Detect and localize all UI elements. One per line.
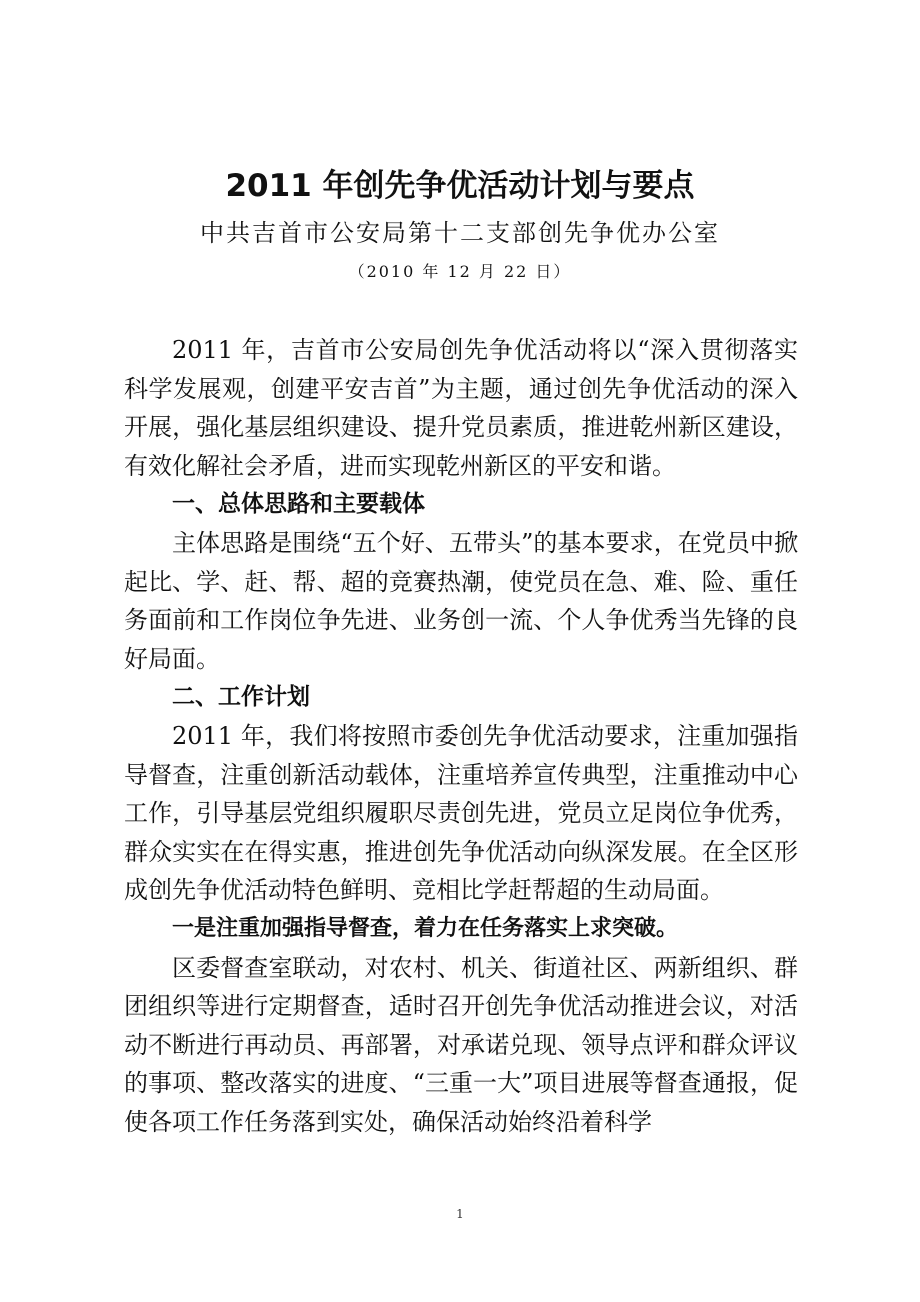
overall-approach-paragraph: 主体思路是围绕“五个好、五带头”的基本要求，在党员中掀起比、学、赶、帮、超的竞赛热潮，使党员在急、难、险、重任务面前和工作岗位争先进、业务创一流、个人争优秀当先锋的良好局面。 <box>124 528 798 673</box>
document-body <box>124 331 798 1141</box>
document-subtitle: 中共吉首市公安局第十二支部创先争优办公室 <box>200 219 720 247</box>
intro-paragraph: 2011 年，吉首市公安局创先争优活动将以“深入贯彻落实科学发展观，创建平安吉首”为主题，通过创先争优活动的深入开展，强化基层组织建设、提升党员素质，推进乾州新区建设，有效化解社会矛盾，进而实现乾州新区的平安和谐。 <box>124 336 798 480</box>
section-heading-overall-approach: 一、总体思路和主要载体 <box>172 491 425 518</box>
work-plan-paragraph: 2011 年，我们将按照市委创先争优活动要求，注重加强指导督查，注重创新活动载体，注重培养宣传典型，注重推动中心工作，引导基层党组织履职尽责创先进，党员立足岗位争优秀，群众实实在在得实惠，推进创先争优活动向纵深发展。在全区形成创先争优活动特色鲜明、竞相比学赶帮超的生动局面。 <box>124 721 798 905</box>
page-number: 1 <box>456 1207 464 1221</box>
section-heading-work-plan: 二、工作计划 <box>172 684 310 711</box>
point-heading-supervision: 一是注重加强指导督查，着力在任务落实上求突破。 <box>172 915 679 941</box>
document-date: （2010 年 12 月 22 日） <box>348 262 572 281</box>
document-title: 2011 年创先争优活动计划与要点 <box>225 168 695 204</box>
supervision-paragraph: 区委督查室联动，对农村、机关、街道社区、两新组织、群团组织等进行定期督查，适时召开创先争优活动推进会议，对活动不断进行再动员、再部署，对承诺兑现、领导点评和群众评议的事项、整改落实的进度、“三重一大”项目进展等督查通报，促使各项工作任务落到实处，确保活动始终沿着科学 <box>124 953 798 1136</box>
